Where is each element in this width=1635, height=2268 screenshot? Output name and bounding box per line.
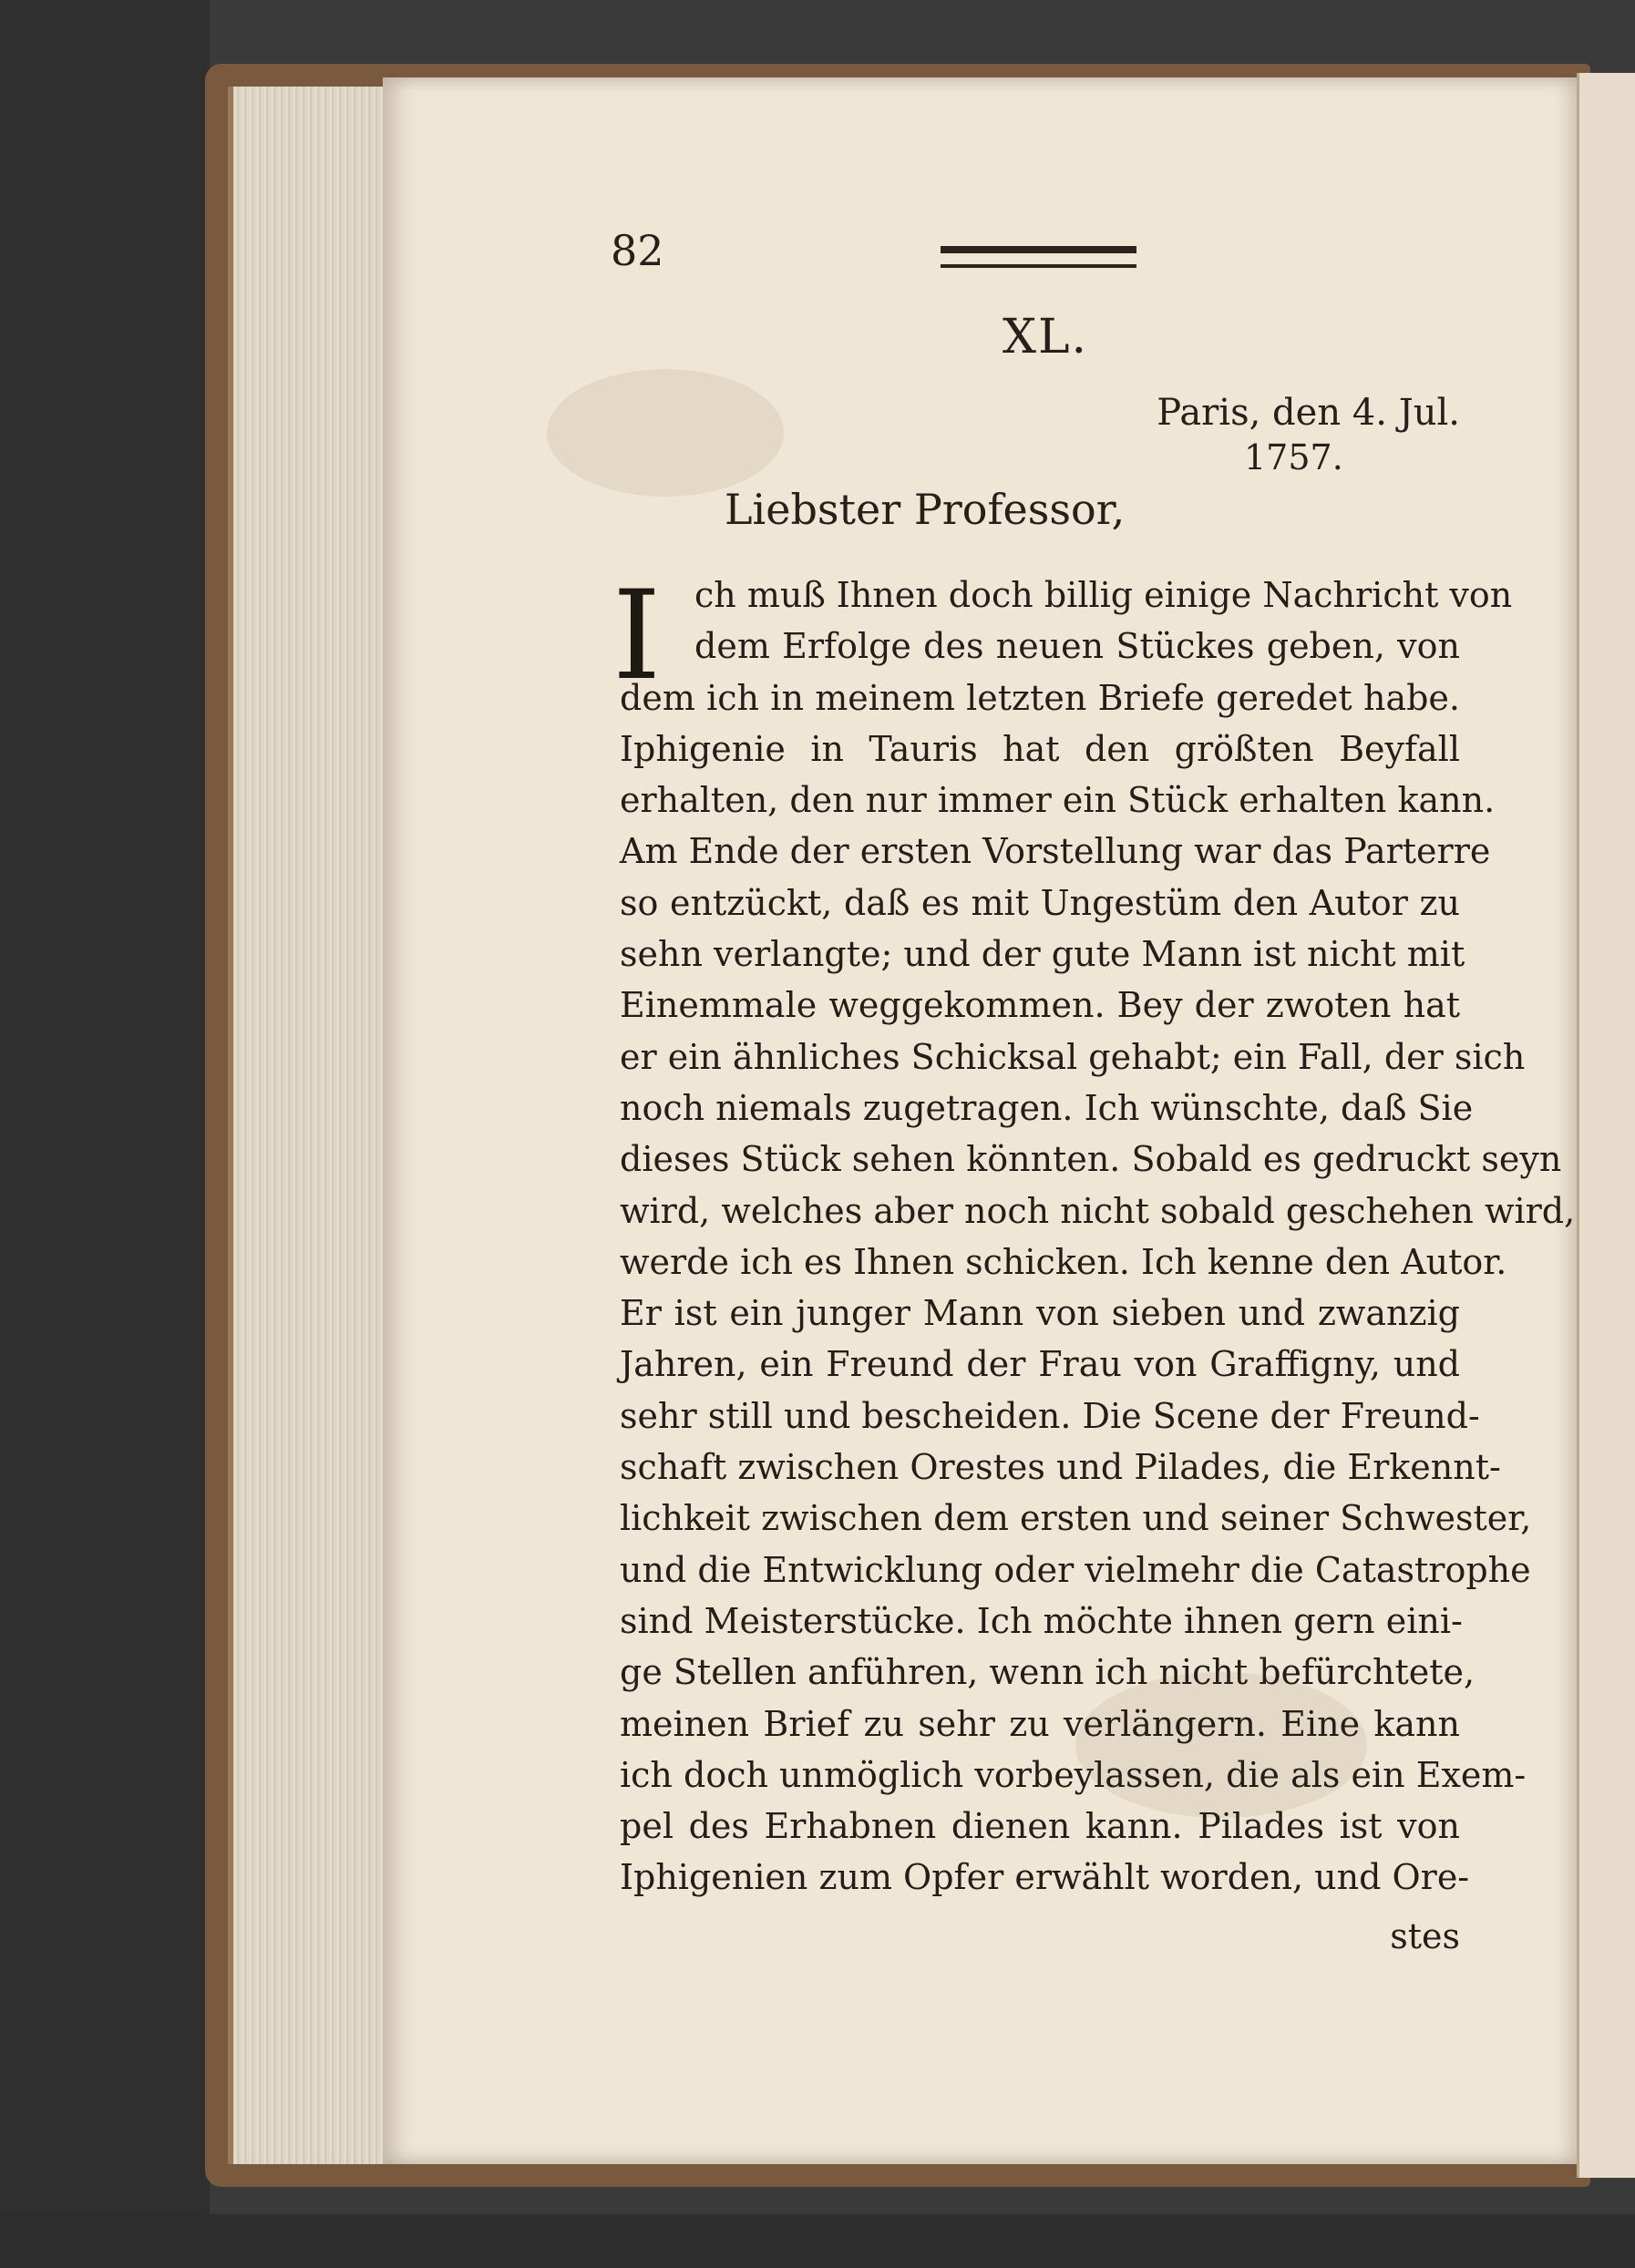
text-line: sind Meisterstücke. Ich möchte ihnen gern eini- <box>620 1600 1463 1641</box>
text-line: und die Entwicklung oder vielmehr die Catastrophe <box>620 1549 1531 1590</box>
letter-number-heading: XL. <box>1003 310 1089 364</box>
dateline-year: 1757. <box>1244 437 1343 477</box>
page-number: 82 <box>611 226 664 275</box>
text-line: so entzückt, daß es mit Ungestüm den Autor zu <box>620 882 1460 923</box>
text-line: wird, welches aber noch nicht sobald geschehen wird, <box>620 1190 1576 1231</box>
letter-body <box>620 570 1576 1904</box>
text-line: Er ist ein junger Mann von sieben und zwanzig <box>620 1293 1460 1334</box>
text-line: dieses Stück sehen könnten. Sobald es gedruckt seyn <box>620 1139 1562 1180</box>
text-line: ge Stellen anführen, wenn ich nicht befürchtete, <box>620 1652 1476 1693</box>
text-line: Am Ende der ersten Vorstellung war das Parterre <box>620 831 1491 872</box>
text-line: erhalten, den nur immer ein Stück erhalten kann. <box>620 780 1496 821</box>
text-line: ch muß Ihnen doch billig einige Nachricht von <box>694 575 1513 615</box>
text-line: werde ich es Ihnen schicken. Ich kenne den Autor. <box>620 1241 1507 1282</box>
text-line: lichkeit zwischen dem ersten und seiner Schwester, <box>620 1498 1532 1539</box>
dateline: Paris, den 4. Jul. <box>1157 392 1460 434</box>
text-line: meinen Brief zu sehr zu verlängern. Eine kann <box>620 1703 1460 1744</box>
header-rule <box>941 246 1136 268</box>
text-line: pel des Erhabnen dienen kann. Pilades ist von <box>620 1806 1460 1847</box>
paper-stain <box>547 369 784 497</box>
text-line: dem ich in meinem letzten Briefe geredet habe. <box>620 677 1460 718</box>
text-line: schaft zwischen Orestes und Pilades, die Erkennt- <box>620 1447 1501 1488</box>
text-line: noch niemals zugetragen. Ich wünschte, daß Sie <box>620 1087 1474 1128</box>
text-line: ich doch unmöglich vorbeylassen, die als ein Exem- <box>620 1754 1527 1795</box>
text-line: Iphigenien zum Opfer erwählt worden, und Ore- <box>620 1857 1470 1898</box>
salutation: Liebster Professor, <box>725 485 1126 534</box>
text-line: sehr still und bescheiden. Die Scene der Freund- <box>620 1395 1480 1436</box>
text-line: Iphigenie in Tauris hat den größten Beyfall <box>620 728 1460 769</box>
text-line: Einemmale weggekommen. Bey der zwoten hat <box>620 985 1460 1026</box>
scanner-background <box>0 0 210 2268</box>
catchword: stes <box>1390 1916 1460 1956</box>
text-line: dem Erfolge des neuen Stückes geben, von <box>694 626 1460 667</box>
text-line: Jahren, ein Freund der Frau von Graffigny, und <box>620 1344 1460 1385</box>
text-line: sehn verlangte; und der gute Mann ist nicht mit <box>620 934 1465 975</box>
scanner-background-bottom <box>0 2214 1635 2268</box>
text-line: er ein ähnliches Schicksal gehabt; ein Fall, der sich <box>620 1036 1526 1077</box>
facing-page-edge <box>1577 73 1635 2178</box>
drop-cap: I <box>612 564 662 707</box>
